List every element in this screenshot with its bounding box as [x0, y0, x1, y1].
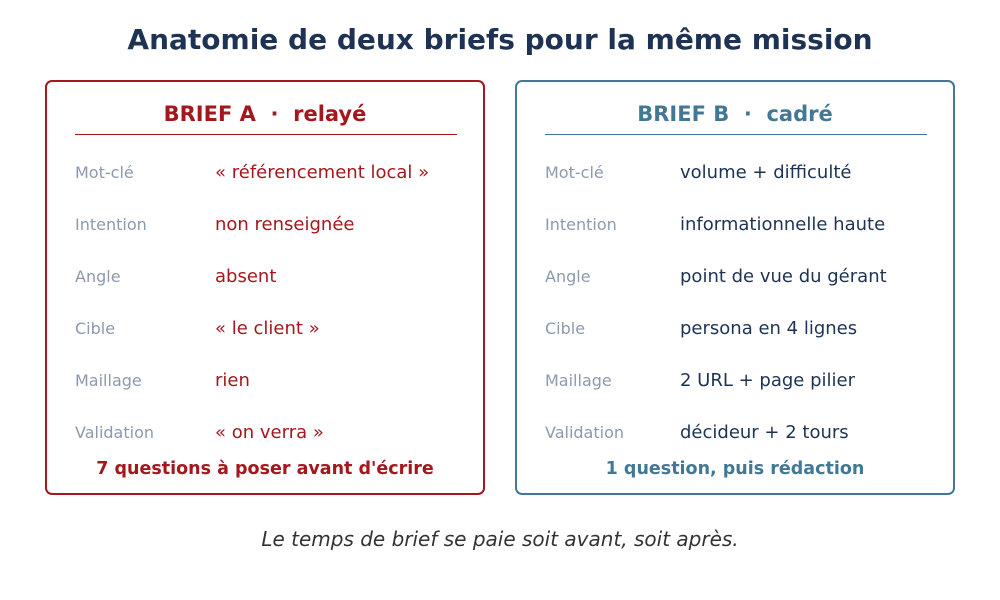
row-label: Mot-clé: [545, 163, 604, 182]
brief-b-row-angle: [545, 264, 945, 316]
brief-a-title: BRIEF A · relayé: [163, 102, 367, 126]
brief-a-row-intent: [75, 212, 475, 264]
row-label: Maillage: [545, 371, 612, 390]
row-value: rien: [215, 370, 250, 391]
brief-b-card: [515, 80, 955, 495]
caption: Le temps de brief se paie soit avant, soit après.: [261, 527, 739, 551]
row-value: absent: [215, 266, 277, 287]
row-label: Validation: [545, 423, 625, 442]
row-value: « on verra »: [215, 422, 324, 443]
row-label: Angle: [75, 267, 121, 286]
page-title: Anatomie de deux briefs pour la même mission: [127, 23, 873, 56]
row-label: Intention: [75, 215, 147, 234]
row-value: volume + difficulté: [680, 162, 852, 183]
row-value: non renseignée: [215, 214, 355, 235]
row-value: décideur + 2 tours: [680, 422, 849, 443]
row-label: Mot-clé: [75, 163, 134, 182]
brief-b-rows: [545, 160, 945, 472]
row-label: Cible: [545, 319, 586, 338]
row-value: « référencement local »: [215, 162, 430, 183]
row-value: informationnelle haute: [680, 214, 886, 235]
row-value: point de vue du gérant: [680, 266, 887, 287]
row-label: Intention: [545, 215, 617, 234]
row-label: Maillage: [75, 371, 142, 390]
brief-a-card: [45, 80, 485, 495]
row-label: Angle: [545, 267, 591, 286]
brief-a-divider: [75, 134, 457, 135]
brief-b-row-target: [545, 316, 945, 368]
brief-b-row-keyword: [545, 160, 945, 212]
brief-b-row-linking: [545, 368, 945, 420]
brief-b-divider: [545, 134, 927, 135]
brief-b-row-intent: [545, 212, 945, 264]
row-label: Cible: [75, 319, 116, 338]
brief-a-row-linking: [75, 368, 475, 420]
brief-a-row-target: [75, 316, 475, 368]
row-label: Validation: [75, 423, 155, 442]
row-value: 2 URL + page pilier: [680, 370, 855, 391]
row-value: persona en 4 lignes: [680, 318, 858, 339]
brief-a-rows: [75, 160, 475, 472]
brief-a-footer: 7 questions à poser avant d'écrire: [96, 459, 434, 479]
brief-a-row-angle: [75, 264, 475, 316]
row-value: « le client »: [215, 318, 320, 339]
brief-a-row-keyword: [75, 160, 475, 212]
brief-b-footer: 1 question, puis rédaction: [605, 459, 865, 479]
brief-b-title: BRIEF B · cadré: [637, 102, 833, 126]
